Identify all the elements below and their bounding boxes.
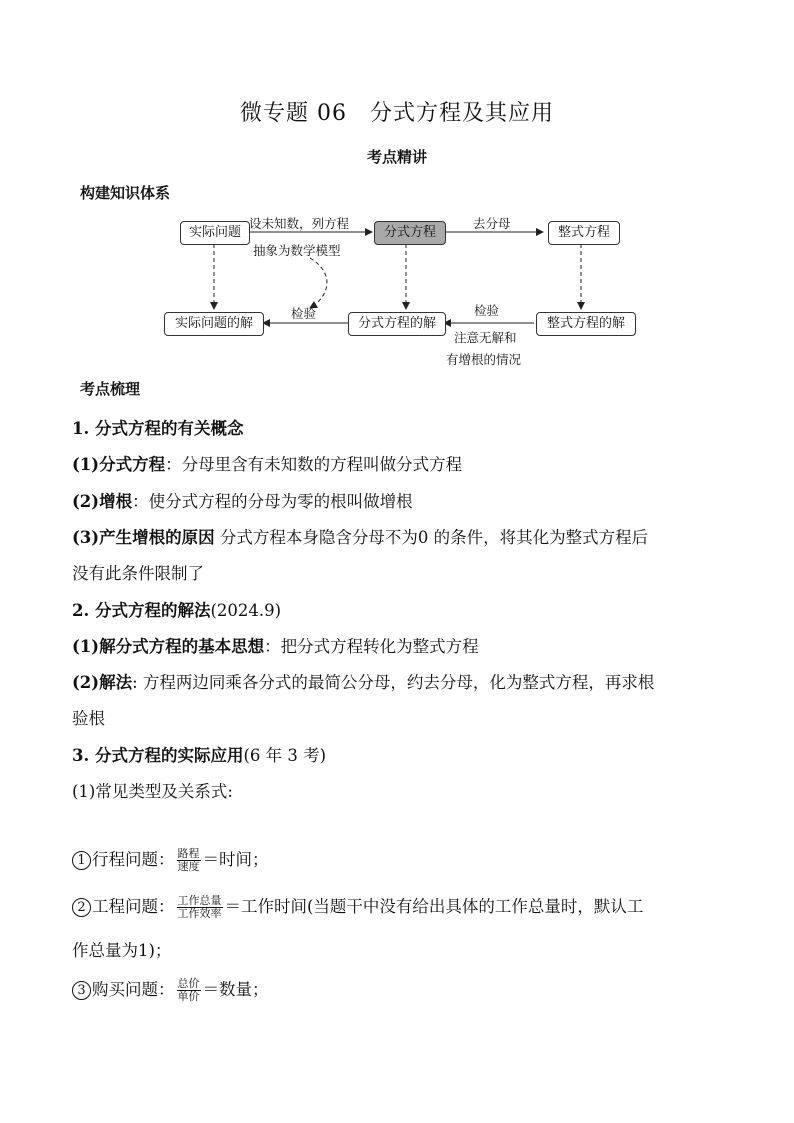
label-abstract-model: 抽象为数学模型 [253, 243, 341, 258]
item-travel [72, 846, 269, 873]
circled-number-3: 3 [72, 981, 91, 1000]
fraction-workload-efficiency [177, 895, 223, 920]
label-check-right: 检验 [474, 303, 500, 318]
def-extraneous-root-term: (2)增根 [72, 492, 133, 511]
fraction-total-unit-price [177, 978, 201, 1003]
solution-steps-term: (2)解法 [72, 673, 133, 692]
fraction-numerator: 工作总量 [177, 894, 222, 907]
label-check-left: 检验 [291, 306, 317, 321]
label-set-unknown: 设未知数，列方程 [249, 216, 350, 231]
node-integral-solution: 整式方程的解 [536, 312, 636, 336]
label-note-line2: 有增根的情况 [446, 352, 522, 367]
node-practical-problem: 实际问题 [180, 221, 250, 245]
heading-applications-title: 3. 分式方程的实际应用 [72, 746, 244, 765]
fraction-denominator: 单价 [177, 990, 200, 1003]
reason-extraneous-root-text: 分式方程本身隐含分母不为0 的条件，将其化为整式方程后 [214, 528, 649, 547]
solution-steps-text: : 方程两边同乘各分式的最简公分母，约去分母，化为整式方程，再求根 [132, 673, 655, 692]
item-travel-rest: ＝时间； [202, 850, 269, 869]
def-fractional-equation-term: (1)分式方程 [72, 455, 166, 474]
fraction-denominator: 速度 [177, 860, 200, 873]
knowledge-diagram [150, 208, 650, 373]
def-fractional-equation [72, 451, 462, 475]
def-fractional-equation-text: ：分母里含有未知数的方程叫做分式方程 [165, 455, 463, 474]
page-title: 微专题 06 分式方程及其应用 [240, 101, 554, 126]
basic-idea [72, 633, 479, 657]
common-types: (1)常见类型及关系式: [72, 782, 233, 801]
heading-applications [72, 742, 326, 766]
item-purchase-label: 购买问题： [92, 980, 175, 999]
def-extraneous-root [72, 488, 413, 512]
dashed-curve-model [310, 258, 327, 308]
section-knowledge-heading: 构建知识体系 [80, 184, 171, 202]
heading-solution-method [72, 597, 281, 621]
item-work-rest: ＝工作时间(当题干中没有给出具体的工作总量时，默认工 [224, 897, 644, 916]
item-work-label: 工程问题： [92, 897, 175, 916]
circled-number-1: 1 [72, 851, 91, 870]
item-work [72, 893, 643, 920]
fraction-distance-speed [177, 848, 201, 873]
heading-solution-method-extra: (2024.9) [210, 601, 282, 620]
subtitle: 考点精讲 [366, 148, 427, 166]
node-integral-equation: 整式方程 [548, 221, 620, 245]
node-fractional-equation: 分式方程 [374, 221, 446, 245]
node-practical-solution: 实际问题的解 [164, 312, 264, 336]
heading-solution-method-title: 2. 分式方程的解法 [72, 601, 211, 620]
section-review-heading: 考点梳理 [80, 380, 141, 398]
fraction-numerator: 总价 [177, 977, 200, 990]
item-purchase [72, 976, 269, 1003]
reason-extraneous-root-line2: 没有此条件限制了 [72, 564, 204, 583]
reason-extraneous-root-term: (3)产生增根的原因 [72, 528, 215, 547]
item-work-line2: 作总量为1)； [72, 941, 172, 960]
reason-extraneous-root [72, 524, 648, 548]
node-fractional-solution: 分式方程的解 [348, 312, 446, 336]
solution-steps [72, 669, 654, 693]
fraction-numerator: 路程 [177, 847, 200, 860]
basic-idea-text: ：把分式方程转化为整式方程 [264, 637, 479, 656]
heading-applications-extra: (6 年 3 考) [243, 746, 327, 765]
item-travel-label: 行程问题： [92, 850, 175, 869]
solution-steps-line2: 验根 [72, 709, 105, 728]
item-purchase-rest: ＝数量； [202, 980, 269, 999]
label-remove-denominator: 去分母 [473, 216, 511, 231]
def-extraneous-root-text: ：使分式方程的分母为零的根叫做增根 [132, 492, 413, 511]
fraction-denominator: 工作效率 [177, 907, 222, 920]
basic-idea-term: (1)解分式方程的基本思想 [72, 637, 265, 656]
heading-concepts: 1. 分式方程的有关概念 [72, 419, 244, 438]
label-note-line1: 注意无解和 [454, 330, 517, 345]
circled-number-2: 2 [72, 898, 91, 917]
